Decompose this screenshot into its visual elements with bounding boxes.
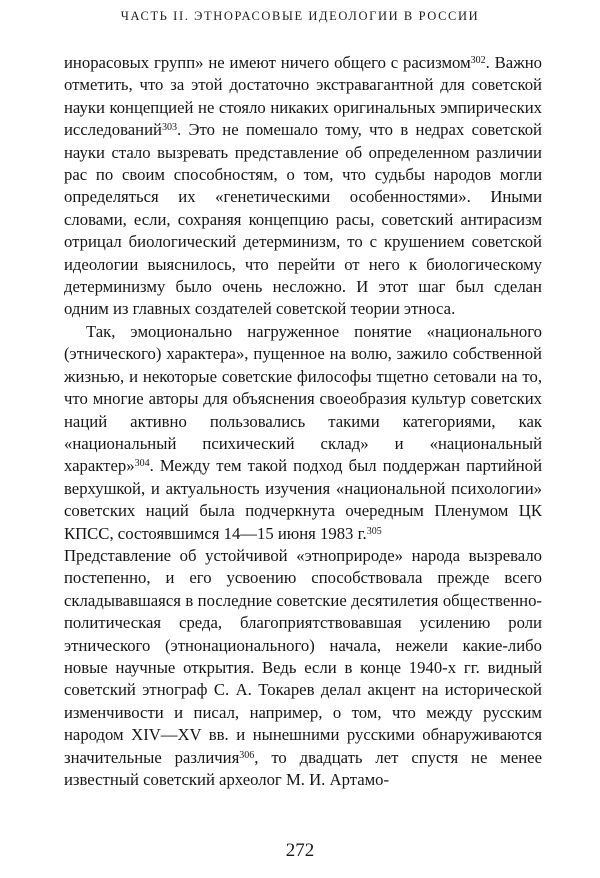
footnote-ref: 305 — [366, 525, 382, 537]
footnote-ref: 302 — [470, 55, 486, 66]
text-run: . Важно отметить, что за этой достаточно экстравагантной для советской науки концепцией не стояло никаких оригинальных эмпирических исследований — [64, 53, 542, 140]
paragraph — [64, 52, 542, 321]
text-run: Так, эмоционально нагруженное понятие «национального (этнического) характера», пущенное на волю, зажило собственной жизнью, и некоторые советские философы тщетно сетовали на то, что многие авторы для объяснения своеобразия культур советских наций активно пользовались такими категориями, как «национальный психический склад» и «национальный характер» — [64, 321, 542, 476]
body-text — [64, 52, 542, 791]
running-head: ЧАСТЬ II. ЭТНОРАСОВЫЕ ИДЕОЛОГИИ В РОССИИ — [120, 9, 480, 23]
text-run: инорасовых групп» не имеют ничего общего с расизмом — [64, 53, 471, 72]
footnote-ref: 306 — [239, 749, 255, 761]
page-number: 272 — [285, 840, 315, 861]
text-run: , то двадцать лет спустя не менее известный советский археолог М. И. Артамо- — [64, 747, 542, 789]
text-run: Представление об устойчивой «этноприроде» народа вызревало постепенно, и его усвоению способствовала прежде всего складывавшаяся в последние советские десятилетия общественно-политическая среда, благоприятствовавшая усилению роли этнического (этнонационального) начала, нежели какие-либо новые научные открытия. Ведь если в конце 1940-х гг. видный советский этнограф С. А. Токарев делал акцент на исторической изменчивости и писал, например, о том, что между русским народом XIV—XV вв. и нынешними русскими обнаруживаются значительные различия — [64, 545, 542, 767]
paragraph — [64, 321, 542, 545]
paragraph — [64, 545, 542, 791]
footnote-ref: 303 — [161, 122, 177, 134]
text-run: . Это не помешало тому, что в недрах советской науки стало вызревать представление об определенном различии рас по своим способностям, о том, что судьбы народов могли определяться их «генетическими особенностями». Иными словами, если, сохраняя концепцию расы, советский антирасизм отрицал биологический детерминизм, то с крушением советской идеологии выяснилось, что перейти от него к биологическому детерминизму было очень несложно. И этот шаг был сделан одним из главных создателей советской теории этноса. — [64, 120, 542, 319]
text-run: . Между тем такой подход был поддержан партийной верхушкой, и актуальность изучения «национальной психологии» советских наций была подчеркнута очередным Пленумом ЦК КПСС, состоявшимся 14—15 июня 1983 г. — [64, 456, 542, 543]
footnote-ref: 304 — [134, 458, 150, 470]
